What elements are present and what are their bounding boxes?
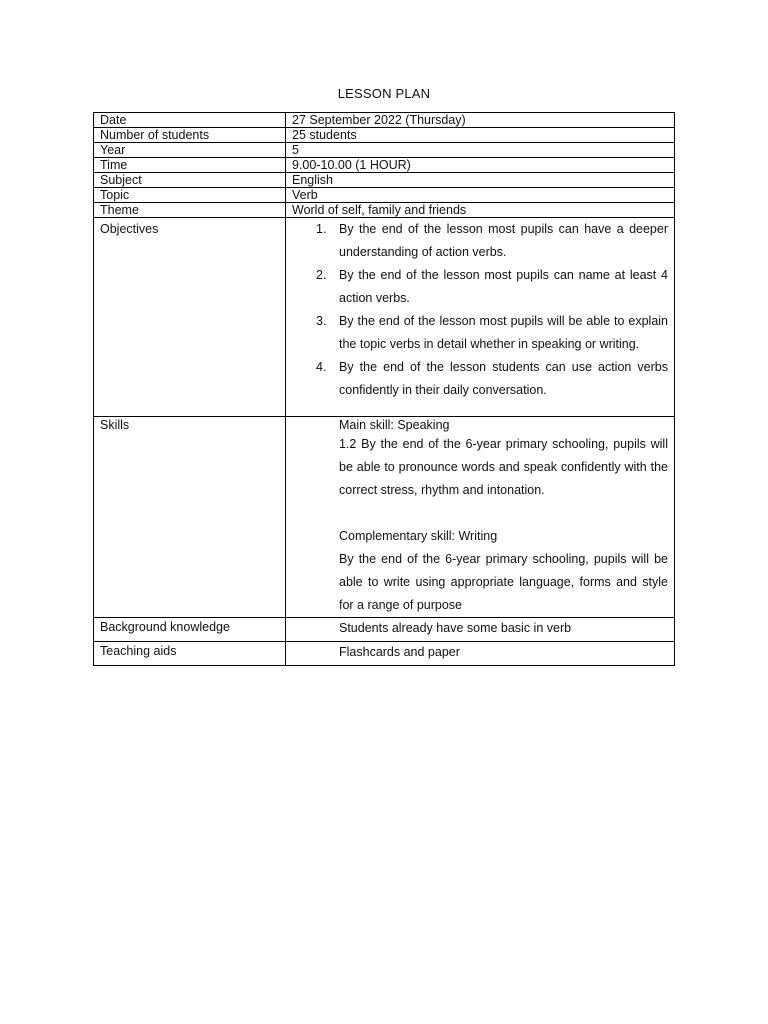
objective-text: By the end of the lesson most pupils will be able to explain the topic verbs in detail whether in speaking or writing. — [339, 314, 668, 351]
spacer — [292, 502, 668, 525]
theme-value: World of self, family and friends — [286, 203, 675, 218]
table-row-topic — [94, 188, 675, 203]
year-label: Year — [94, 143, 286, 158]
time-label: Time — [94, 158, 286, 173]
list-item — [292, 310, 668, 356]
objective-number: 4. — [316, 360, 327, 374]
table-row-theme — [94, 203, 675, 218]
objective-number: 3. — [316, 314, 327, 328]
skills-cell — [286, 417, 675, 618]
date-label: Date — [94, 113, 286, 128]
aids-label: Teaching aids — [94, 642, 286, 666]
main-skill-heading: Main skill: Speaking — [339, 418, 450, 432]
main-skill-text: 1.2 By the end of the 6-year primary schooling, pupils will be able to pronounce words and speak confidently with the correct stress, rhythm and intonation. — [339, 437, 668, 497]
objectives-cell — [286, 218, 675, 417]
objective-text: By the end of the lesson most pupils can name at least 4 action verbs. — [339, 268, 668, 305]
complementary-skill-heading: Complementary skill: Writing — [339, 529, 498, 543]
objective-number: 2. — [316, 268, 327, 282]
table-row-time — [94, 158, 675, 173]
topic-label: Topic — [94, 188, 286, 203]
objective-text: By the end of the lesson most pupils can have a deeper understanding of action verbs. — [339, 222, 668, 259]
aids-value: Flashcards and paper — [339, 645, 460, 659]
students-label: Number of students — [94, 128, 286, 143]
page-title: LESSON PLAN — [337, 86, 431, 101]
background-value: Students already have some basic in verb — [339, 621, 572, 635]
lesson-plan-table — [93, 112, 675, 666]
table-row-skills — [94, 417, 675, 618]
table-row-date — [94, 113, 675, 128]
theme-label: Theme — [94, 203, 286, 218]
aids-cell — [286, 642, 675, 666]
table-row-background — [94, 618, 675, 642]
table-row-objectives — [94, 218, 675, 417]
students-value: 25 students — [286, 128, 675, 143]
date-value: 27 September 2022 (Thursday) — [286, 113, 675, 128]
background-cell — [286, 618, 675, 642]
table-row-students — [94, 128, 675, 143]
skills-label: Skills — [94, 417, 286, 618]
topic-value: Verb — [286, 188, 675, 203]
time-value: 9.00-10.00 (1 HOUR) — [286, 158, 675, 173]
subject-value: English — [286, 173, 675, 188]
table-row-subject — [94, 173, 675, 188]
objectives-label: Objectives — [94, 218, 286, 417]
complementary-skill-text: By the end of the 6-year primary schooling, pupils will be able to write using appropriate language, forms and style for a range of purpose — [339, 552, 668, 612]
objective-text: By the end of the lesson students can use action verbs confidently in their daily conversation. — [339, 360, 668, 397]
objective-number: 1. — [316, 222, 327, 236]
year-value: 5 — [286, 143, 675, 158]
objectives-list — [292, 218, 668, 416]
subject-label: Subject — [94, 173, 286, 188]
list-item — [292, 356, 668, 402]
list-item — [292, 264, 668, 310]
list-item — [292, 218, 668, 264]
table-row-year — [94, 143, 675, 158]
background-label: Background knowledge — [94, 618, 286, 642]
table-row-teaching-aids — [94, 642, 675, 666]
